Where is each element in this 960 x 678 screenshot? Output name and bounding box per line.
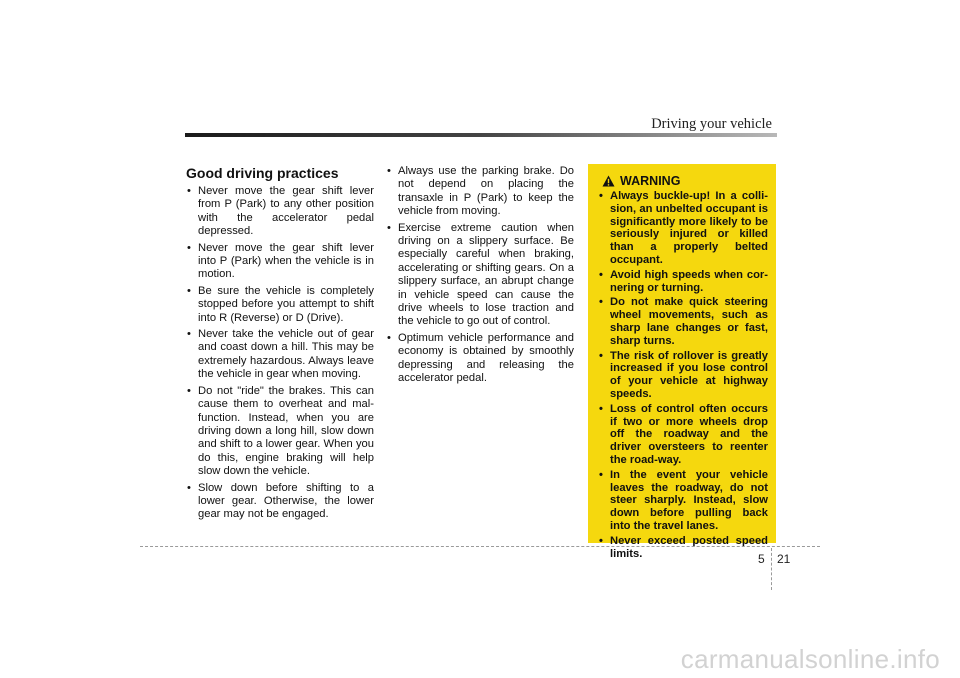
- list-item: • Optimum vehicle performance and economy is obtained by smoothly depressing and releasing the accelerator pedal.: [386, 332, 574, 386]
- list-item: • Slow down before shifting to a lower gear. Otherwise, the lower gear may not be engaged.: [186, 482, 374, 522]
- watermark: carmanualsonline.info: [680, 644, 940, 674]
- footer-rule: [140, 546, 820, 547]
- list-item: • Be sure the vehicle is completely stopped before you attempt to shift into R (Reverse) or D (Drive).: [186, 285, 374, 325]
- list-item: • Always buckle-up! In a colli-sion, an unbelted occupant is significantly more likely to be seriously injured or killed than a properly belted occupant.: [598, 190, 768, 267]
- header-rule: [185, 133, 777, 137]
- section-title: Driving your vehicle: [651, 116, 772, 132]
- warning-title: WARNING: [620, 174, 681, 188]
- list-item: • In the event your vehicle leaves the roadway, do not steer sharply. Instead, slow down before pulling back into the travel lanes.: [598, 469, 768, 533]
- list-item: • Loss of control often occurs if two or more wheels drop off the roadway and the driver oversteers to reenter the road-way.: [598, 403, 768, 467]
- chapter-number: 5: [758, 552, 765, 566]
- list-item: • Never move the gear shift lever into P (Park) when the vehicle is in motion.: [186, 242, 374, 282]
- warning-box: [588, 164, 776, 560]
- list-item: • Never move the gear shift lever from P (Park) to any other position with the accelerator pedal depressed.: [186, 185, 374, 239]
- list-item: • Do not "ride" the brakes. This can cause them to overheat and mal-function. Instead, when you are driving down a long hill, slow down and shift to a lower gear. When you do this, engine braking will help slow down the vehicle.: [186, 385, 374, 479]
- driving-practices-list: [186, 185, 374, 522]
- section-heading: Good driving practices: [186, 165, 339, 181]
- left-column: [186, 165, 374, 525]
- page-divider: [771, 548, 772, 590]
- list-item: • Never exceed posted speed limits.: [598, 535, 768, 561]
- list-item: • Avoid high speeds when cor-nering or turning.: [598, 269, 768, 295]
- page-number: 21: [777, 552, 791, 566]
- warning-header: [602, 174, 768, 188]
- list-item: • Never take the vehicle out of gear and coast down a hill. This may be extremely hazardous. Always leave the vehicle in gear when moving.: [186, 328, 374, 382]
- driving-practices-list-continued: [386, 165, 574, 386]
- list-item: • Exercise extreme caution when driving on a slippery surface. Be especially careful when braking, accelerating or shifting gears. On a slippery surface, an abrupt change in vehicle speed can cause the drive wheels to lose traction and the vehicle to go out of control.: [386, 222, 574, 329]
- list-item: • Always use the parking brake. Do not depend on placing the transaxle in P (Park) to keep the vehicle from moving.: [386, 165, 574, 219]
- warning-list: [598, 190, 768, 560]
- list-item: • The risk of rollover is greatly increased if you lose control of your vehicle at highway speeds.: [598, 350, 768, 401]
- warning-triangle-icon: [602, 175, 615, 187]
- middle-column: [386, 165, 574, 389]
- list-item: • Do not make quick steering wheel movements, such as sharp lane changes or fast, sharp turns.: [598, 296, 768, 347]
